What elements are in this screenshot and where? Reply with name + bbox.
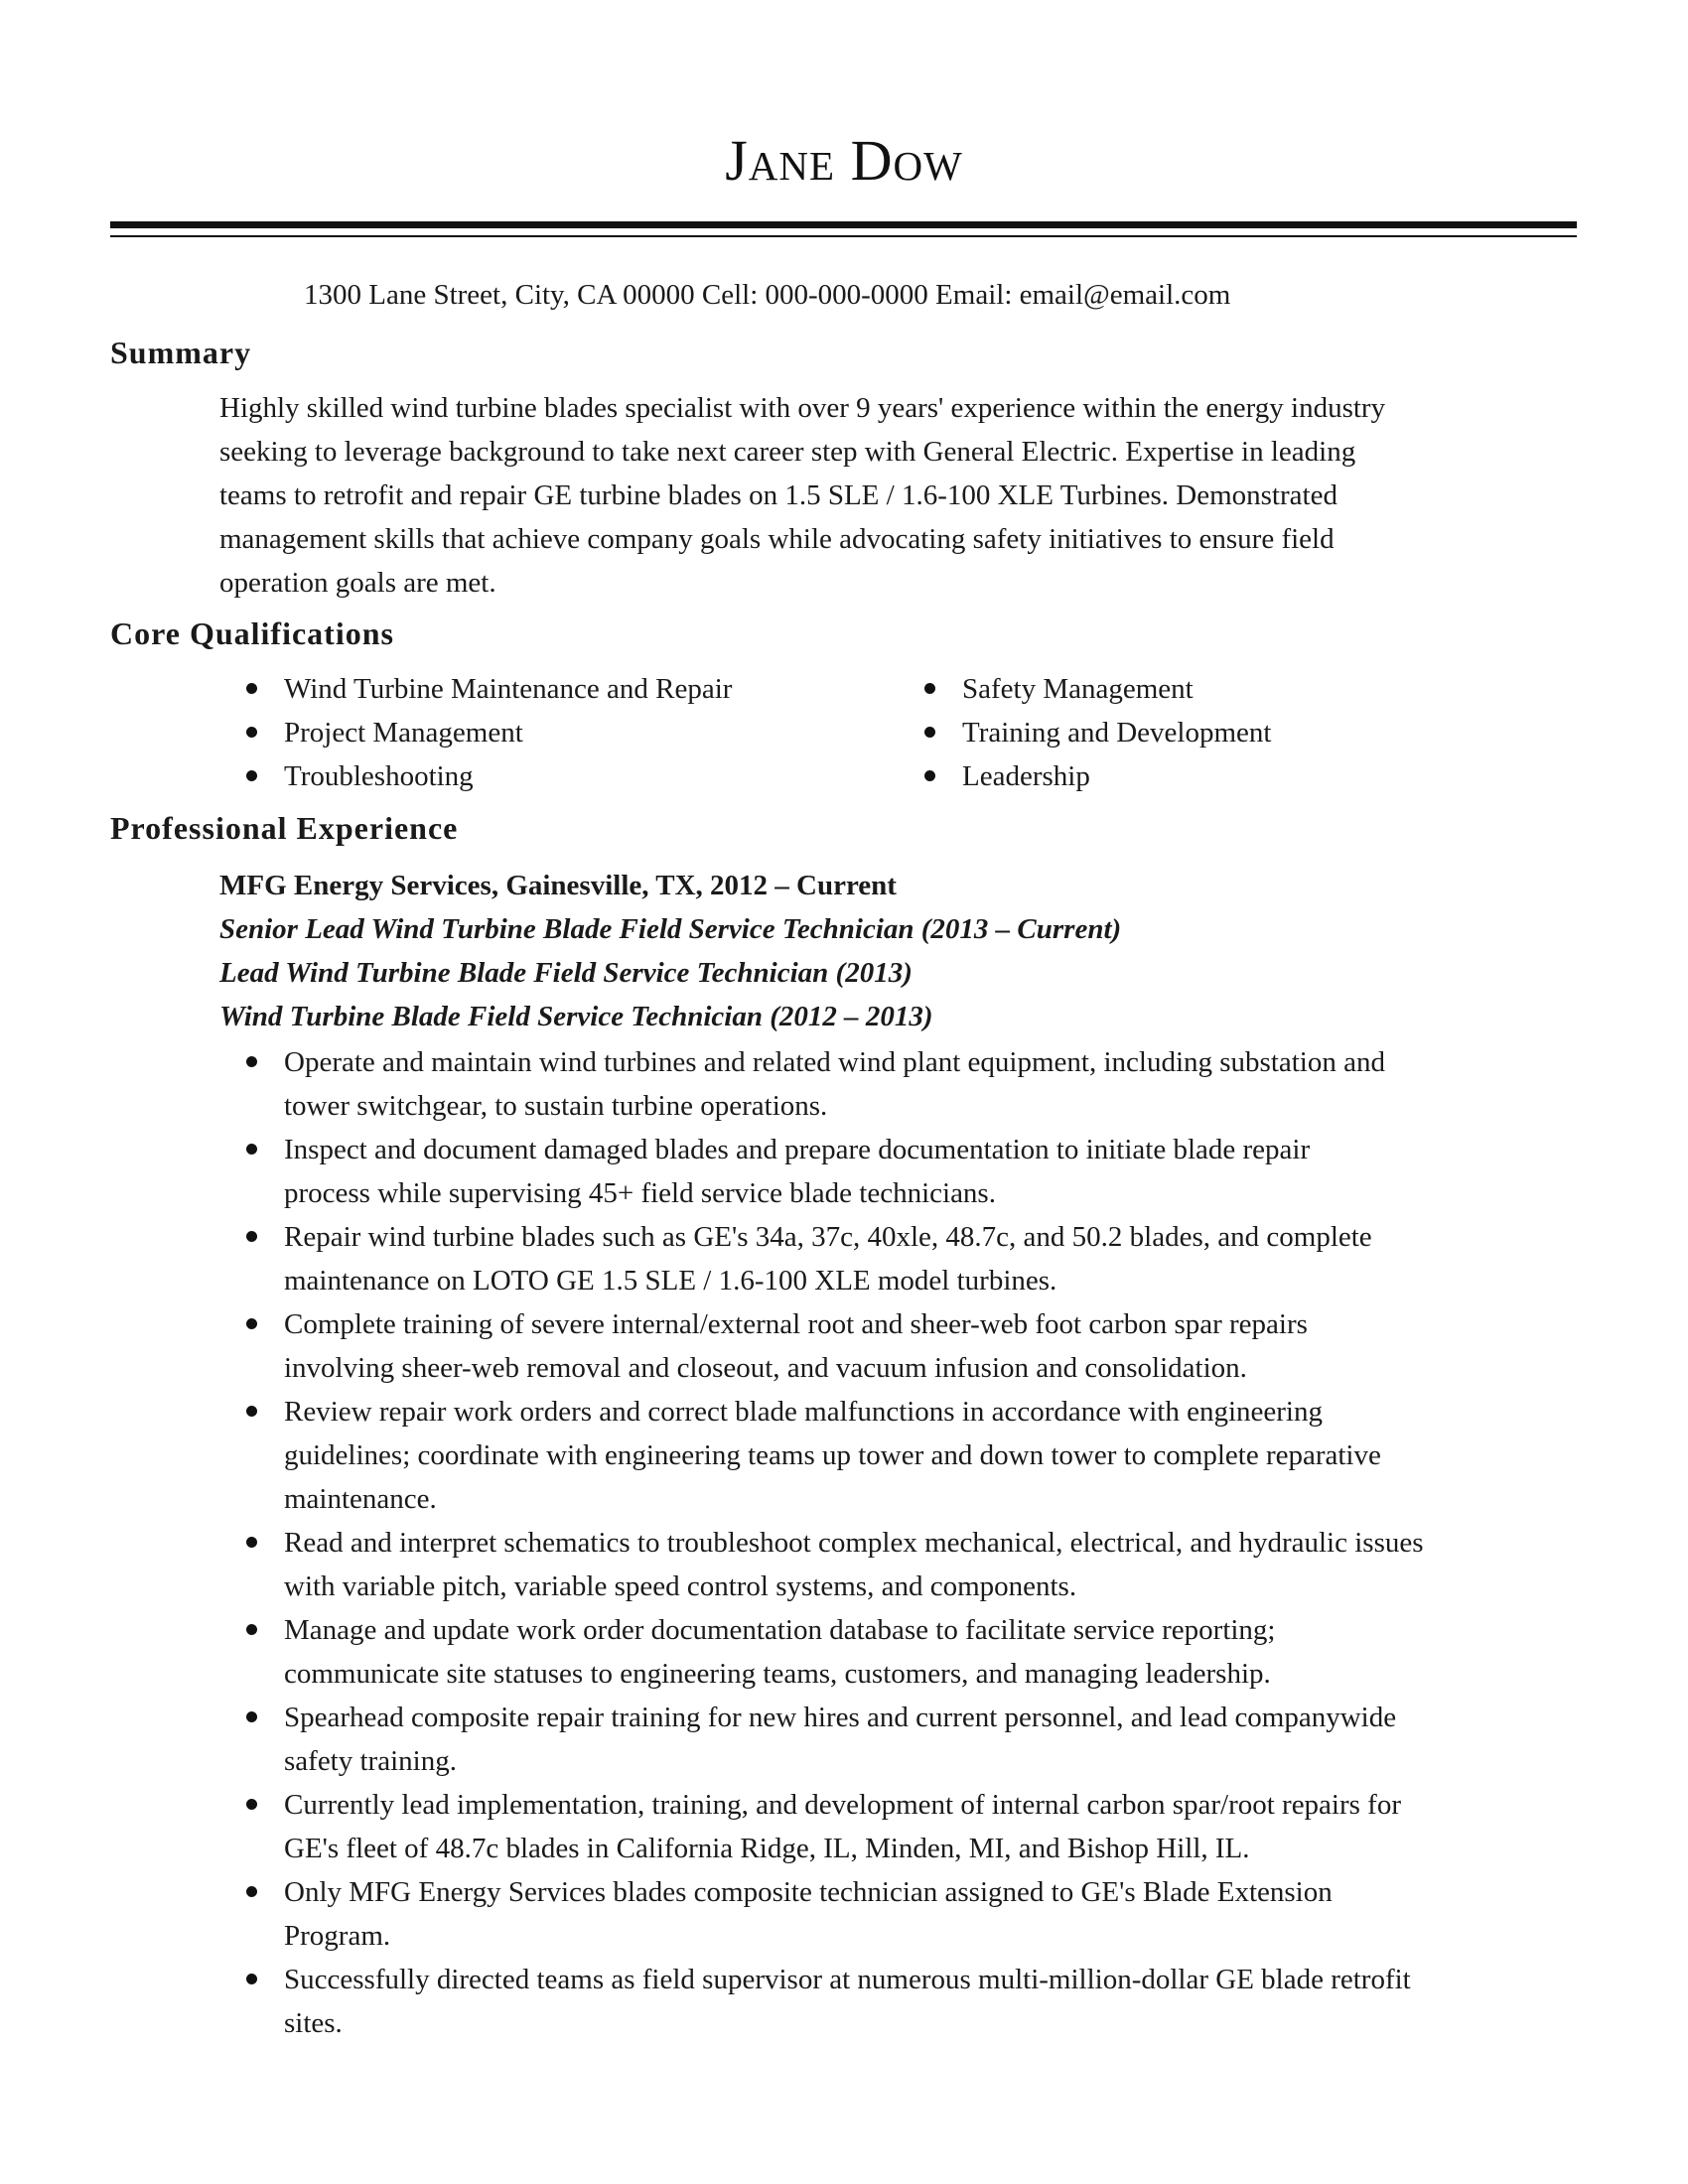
qualification-item: Leadership xyxy=(924,754,1271,798)
bullet-icon xyxy=(246,1974,257,1984)
duty-line: communicate site statuses to engineering teams, customers, and managing leadership. xyxy=(284,1658,1271,1690)
duty-item xyxy=(246,1696,1577,1783)
duty-item xyxy=(246,1608,1577,1696)
summary-heading: Summary xyxy=(110,335,252,370)
bullet-icon xyxy=(924,770,935,781)
summary-line: Highly skilled wind turbine blades specialist with over 9 years' experience within the energy industry xyxy=(219,392,1386,424)
summary-line: operation goals are met. xyxy=(219,567,496,599)
duty-item xyxy=(246,1958,1577,2045)
duty-line: Manage and update work order documentation database to facilitate service reporting; xyxy=(284,1614,1276,1646)
job-title: Wind Turbine Blade Field Service Technician (2012 – 2013) xyxy=(219,1001,933,1032)
bullet-icon xyxy=(246,1318,257,1329)
duty-line: Program. xyxy=(284,1920,391,1952)
bullet-icon xyxy=(246,1886,257,1897)
duty-item xyxy=(246,1390,1577,1521)
duty-line: Currently lead implementation, training, and development of internal carbon spar/root repairs for xyxy=(284,1789,1401,1821)
duty-line: maintenance. xyxy=(284,1483,437,1515)
duty-item xyxy=(246,1521,1577,1608)
bullet-icon xyxy=(246,1799,257,1810)
qualification-item: Project Management xyxy=(246,711,732,754)
duty-item xyxy=(246,1783,1577,1870)
duty-item xyxy=(246,1215,1577,1302)
contact-line: 1300 Lane Street, City, CA 00000 Cell: 000-000-0000 Email: email@email.com xyxy=(304,279,1231,311)
bullet-icon xyxy=(246,770,257,781)
duty-line: tower switchgear, to sustain turbine operations. xyxy=(284,1090,828,1122)
qualifications-column-1 xyxy=(246,667,732,798)
duty-item xyxy=(246,1040,1577,1128)
duty-line: Only MFG Energy Services blades composite technician assigned to GE's Blade Extension xyxy=(284,1876,1333,1908)
candidate-name: Jane Dow xyxy=(725,128,963,193)
experience-heading: Professional Experience xyxy=(110,810,459,846)
qualifications-heading: Core Qualifications xyxy=(110,615,394,651)
qualifications-column-2 xyxy=(924,667,1271,798)
job-entry xyxy=(219,864,1121,1038)
bullet-icon xyxy=(924,683,935,694)
bullet-icon xyxy=(246,1624,257,1635)
summary-text xyxy=(219,386,1570,605)
duty-line: Operate and maintain wind turbines and related wind plant equipment, including substation and xyxy=(284,1046,1385,1078)
job-title: Senior Lead Wind Turbine Blade Field Service Technician (2013 – Current) xyxy=(219,913,1122,945)
duty-item xyxy=(246,1870,1577,1958)
qualification-item: Training and Development xyxy=(924,711,1271,754)
duty-item xyxy=(246,1302,1577,1390)
summary-line: teams to retrofit and repair GE turbine blades on 1.5 SLE / 1.6-100 XLE Turbines. Demonstrated xyxy=(219,479,1337,511)
duty-line: sites. xyxy=(284,2007,343,2039)
job-title: Lead Wind Turbine Blade Field Service Technician (2013) xyxy=(219,957,913,989)
duty-line: Read and interpret schematics to troubleshoot complex mechanical, electrical, and hydraulic issues xyxy=(284,1527,1424,1559)
duty-line: maintenance on LOTO GE 1.5 SLE / 1.6-100 XLE model turbines. xyxy=(284,1265,1057,1297)
summary-line: management skills that achieve company goals while advocating safety initiatives to ensure field xyxy=(219,523,1335,555)
duty-line: Spearhead composite repair training for new hires and current personnel, and lead companywide xyxy=(284,1702,1397,1733)
bullet-icon xyxy=(246,1231,257,1242)
bullet-icon xyxy=(246,1406,257,1417)
duty-line: Inspect and document damaged blades and prepare documentation to initiate blade repair xyxy=(284,1134,1311,1165)
duty-line: guidelines; coordinate with engineering teams up tower and down tower to complete reparative xyxy=(284,1439,1381,1471)
bullet-icon xyxy=(246,1711,257,1722)
duty-line: Successfully directed teams as field supervisor at numerous multi-million-dollar GE blade retrofit xyxy=(284,1964,1411,1995)
company-line: MFG Energy Services, Gainesville, TX, 2012 – Current xyxy=(219,870,897,901)
bullet-icon xyxy=(246,1144,257,1155)
duty-line: safety training. xyxy=(284,1745,457,1777)
summary-line: seeking to leverage background to take next career step with General Electric. Expertise in leading xyxy=(219,436,1356,468)
bullet-icon xyxy=(924,727,935,738)
bullet-icon xyxy=(246,727,257,738)
header-rule-thin xyxy=(110,235,1577,237)
duty-line: process while supervising 45+ field service blade technicians. xyxy=(284,1177,996,1209)
bullet-icon xyxy=(246,683,257,694)
qualification-item: Safety Management xyxy=(924,667,1271,711)
duty-line: involving sheer-web removal and closeout, and vacuum infusion and consolidation. xyxy=(284,1352,1247,1384)
duty-line: with variable pitch, variable speed control systems, and components. xyxy=(284,1570,1077,1602)
duty-line: GE's fleet of 48.7c blades in California Ridge, IL, Minden, MI, and Bishop Hill, IL. xyxy=(284,1833,1250,1864)
duty-line: Review repair work orders and correct blade malfunctions in accordance with engineering xyxy=(284,1396,1323,1428)
qualification-item: Wind Turbine Maintenance and Repair xyxy=(246,667,732,711)
duties-list xyxy=(246,1040,1577,2045)
bullet-icon xyxy=(246,1537,257,1548)
duty-line: Repair wind turbine blades such as GE's 34a, 37c, 40xle, 48.7c, and 50.2 blades, and complete xyxy=(284,1221,1372,1253)
qualification-item: Troubleshooting xyxy=(246,754,732,798)
bullet-icon xyxy=(246,1056,257,1067)
duty-line: Complete training of severe internal/external root and sheer-web foot carbon spar repairs xyxy=(284,1308,1308,1340)
duty-item xyxy=(246,1128,1577,1215)
header-rule-thick xyxy=(110,221,1577,228)
